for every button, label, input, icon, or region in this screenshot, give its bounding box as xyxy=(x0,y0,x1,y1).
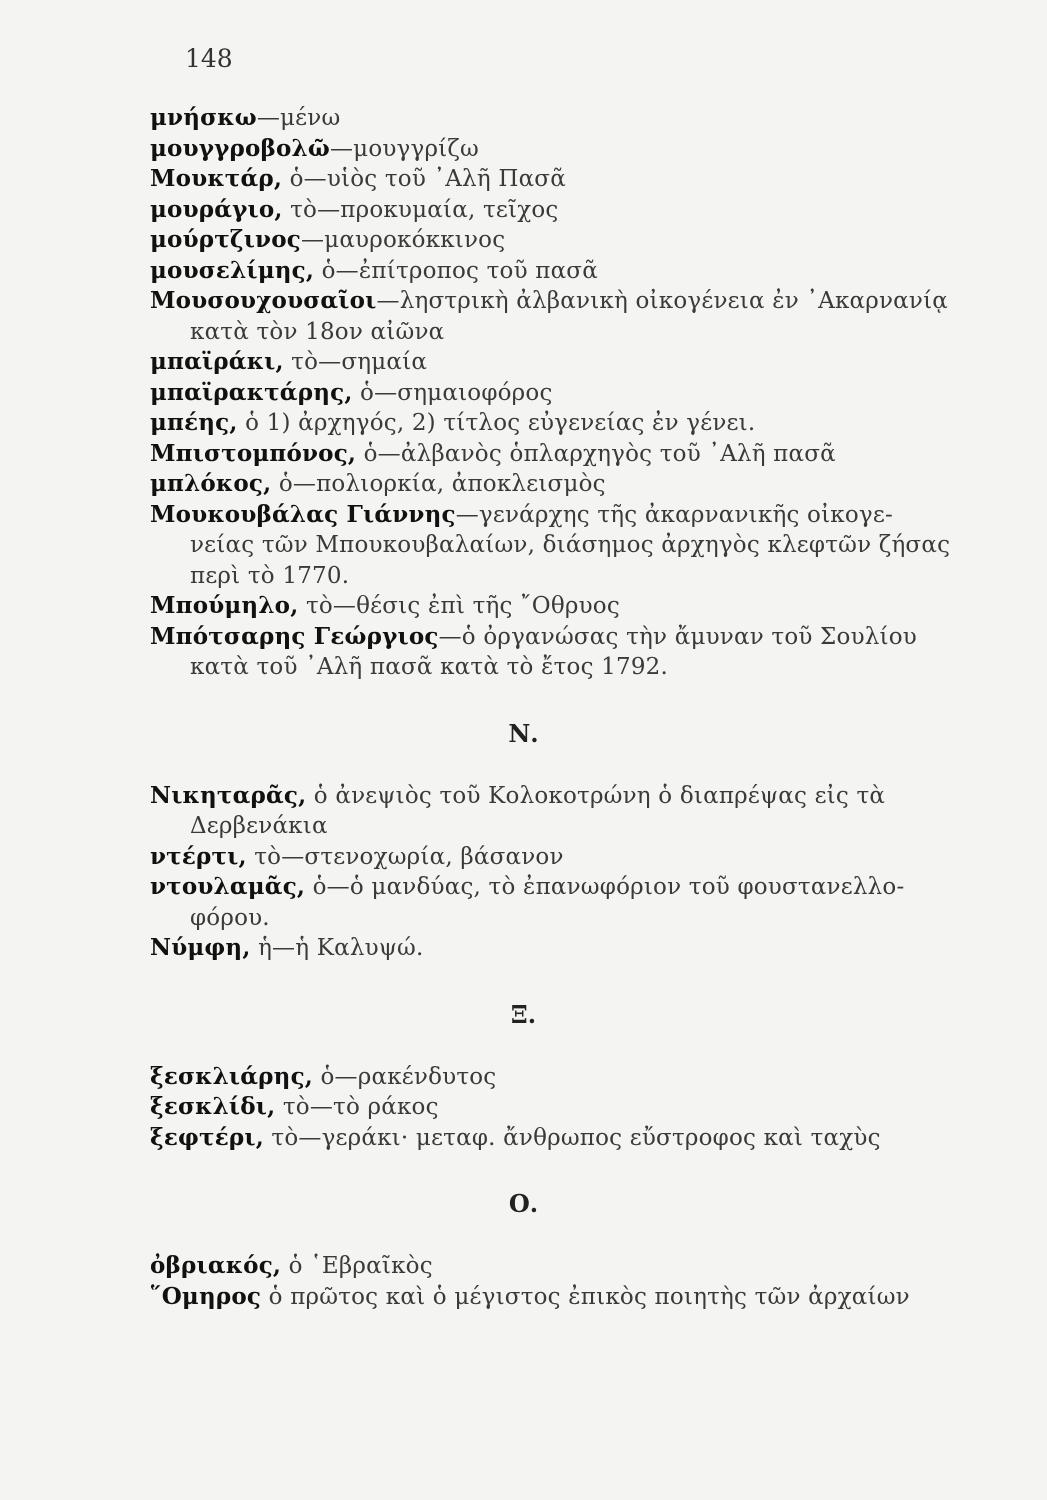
entry-definition: τὸ—τὸ ράκος xyxy=(275,1094,439,1120)
entry-headword: μπαϊρακτάρης, xyxy=(150,378,353,406)
glossary-entry xyxy=(150,134,980,164)
entry-definition: —γενάρχης τῆς ἀκαρνανικῆς οἰκογε- xyxy=(455,501,893,528)
entry-headword: μουράγιο, xyxy=(150,195,283,223)
glossary-entry xyxy=(150,195,980,225)
entry-definition: ὁ—ἐπίτροπος τοῦ πασᾶ xyxy=(314,257,598,284)
entry-continuation: νείας τῶν Μπουκουβαλαίων, διάσημος ἀρχηγὸς κλεφτῶν ζήσας xyxy=(190,532,951,558)
entry-definition: ὁ—πολιορκία, ἀποκλεισμὸς xyxy=(271,471,606,497)
glossary-entry xyxy=(150,1123,980,1153)
entry-definition: —ληστρικὴ ἀλβανικὴ οἰκογένεια ἐν ᾿Ακαρνανίᾳ xyxy=(376,288,949,314)
glossary-entry xyxy=(150,781,980,811)
entry-headword: Μουκουβάλας Γιάννης xyxy=(150,500,456,528)
entry-definition: —ὁ ὀργανώσας τὴν ἄμυναν τοῦ Σουλίου xyxy=(438,623,917,650)
entry-headword: μπαϊράκι, xyxy=(150,348,284,375)
glossary-entry xyxy=(150,164,980,194)
glossary-entry xyxy=(150,225,980,255)
entry-headword: μουσελίμης, xyxy=(150,256,315,284)
glossary-entry xyxy=(150,256,980,286)
entry-definition: ὁ ῾Εβραῖκὸς xyxy=(281,1253,433,1279)
entry-definition: ὁ—ρακένδυτος xyxy=(313,1063,497,1090)
entry-headword: ντέρτι, xyxy=(150,842,247,870)
entry-definition: —μαυροκόκκινος xyxy=(300,227,506,253)
page-number: 148 xyxy=(185,44,233,73)
entry-definition: τὸ—προκυμαία, τεῖχος xyxy=(282,196,559,223)
entry-definition: τὸ—στενοχωρία, βάσανον xyxy=(246,843,564,870)
glossary-entry xyxy=(150,286,980,316)
glossary-entry xyxy=(150,1062,980,1092)
glossary-entry xyxy=(150,933,980,963)
glossary-entry xyxy=(150,347,980,377)
entry-definition: ὁ—υἱὸς τοῦ ᾿Αλῆ Πασᾶ xyxy=(282,166,566,192)
entry-continuation: κατὰ τὸν 18ον αἰῶνα xyxy=(190,318,445,345)
entry-headword: Μουκτάρ, xyxy=(150,165,283,192)
glossary-entry xyxy=(150,622,980,652)
glossary-entry xyxy=(150,842,980,872)
glossary-entry xyxy=(150,103,980,133)
glossary-entry xyxy=(150,1251,980,1281)
entry-headword: ξεσκλίδι, xyxy=(150,1093,276,1120)
entry-continuation: περὶ τὸ 1770. xyxy=(190,562,350,589)
entry-definition: ὁ—ὁ μανδύας, τὸ ἐπανωφόριον τοῦ φουστανελλο- xyxy=(305,874,905,900)
entry-headword: Μπούμηλο, xyxy=(150,592,299,619)
glossary-entry xyxy=(150,469,980,499)
entry-continuation: Δερβενάκια xyxy=(190,813,328,839)
glossary-entry xyxy=(150,439,980,469)
entry-definition: ὁ—σημαιοφόρος xyxy=(352,379,553,406)
entry-headword: Μουσουχουσαῖοι xyxy=(150,287,377,314)
entry-definition: —μουγγρίζω xyxy=(329,135,480,162)
entry-definition: —μένω xyxy=(256,105,341,131)
entry-headword: ντουλαμᾶς, xyxy=(150,873,306,900)
entry-definition: ὁ πρῶτος καὶ ὁ μέγιστος ἐπικὸς ποιητὴς τῶν ἀρχαίων xyxy=(261,1283,910,1310)
entry-definition: ὁ—ἀλβανὸς ὁπλαρχηγὸς τοῦ ᾿Αλῆ πασᾶ xyxy=(356,440,836,467)
entry-definition: ὁ 1) ἀρχηγός, 2) τίτλος εὐγενείας ἐν γένει. xyxy=(237,410,756,436)
entry-headword: μνήσκω xyxy=(150,104,257,131)
entry-headword: μπέης, xyxy=(150,409,238,436)
section-letter: Ν. xyxy=(508,718,539,748)
entry-headword: μούρτζινος xyxy=(150,226,301,253)
glossary-entry xyxy=(150,1282,980,1312)
entry-headword: ξεφτέρι, xyxy=(150,1123,264,1151)
entry-continuation: φόρου. xyxy=(190,904,270,931)
glossary-entry xyxy=(150,500,980,530)
entry-headword: μουγγροβολῶ xyxy=(150,134,330,162)
entry-continuation: κατὰ τοῦ ᾿Αλῆ πασᾶ κατὰ τὸ ἔτος 1792. xyxy=(190,654,669,680)
entry-headword: Μπιστομπόνος, xyxy=(150,439,357,467)
glossary-entry xyxy=(150,408,980,438)
entry-definition: ὁ ἀνεψιὸς τοῦ Κολοκοτρώνη ὁ διαπρέψας εἰς τὰ xyxy=(306,782,886,809)
glossary-entry xyxy=(150,1092,980,1122)
entry-definition: τὸ—σημαία xyxy=(283,349,428,375)
glossary-entry xyxy=(150,872,980,902)
glossary-entry xyxy=(150,378,980,408)
entry-headword: Νικηταρᾶς, xyxy=(150,781,307,809)
entry-headword: ὀβριακός, xyxy=(150,1252,282,1279)
entry-definition: τὸ—γεράκι· μεταφ. ἄνθρωπος εὔστροφος καὶ ταχὺς xyxy=(263,1124,881,1151)
entry-headword: ῞Ομηρος xyxy=(150,1282,262,1310)
entry-definition: τὸ—θέσις ἐπὶ τῆς ῎Οθρυος xyxy=(298,593,620,619)
glossary-entry xyxy=(150,591,980,621)
entry-headword: Νύμφη, xyxy=(150,934,251,961)
entry-headword: Μπότσαρης Γεώργιος xyxy=(150,622,439,650)
section-letter: Ξ. xyxy=(510,999,537,1029)
entry-headword: ξεσκλιάρης, xyxy=(150,1062,313,1090)
entry-definition: ἡ—ἡ Καλυψώ. xyxy=(250,935,424,961)
entry-headword: μπλόκος, xyxy=(150,470,272,497)
section-letter: Ο. xyxy=(508,1189,539,1218)
